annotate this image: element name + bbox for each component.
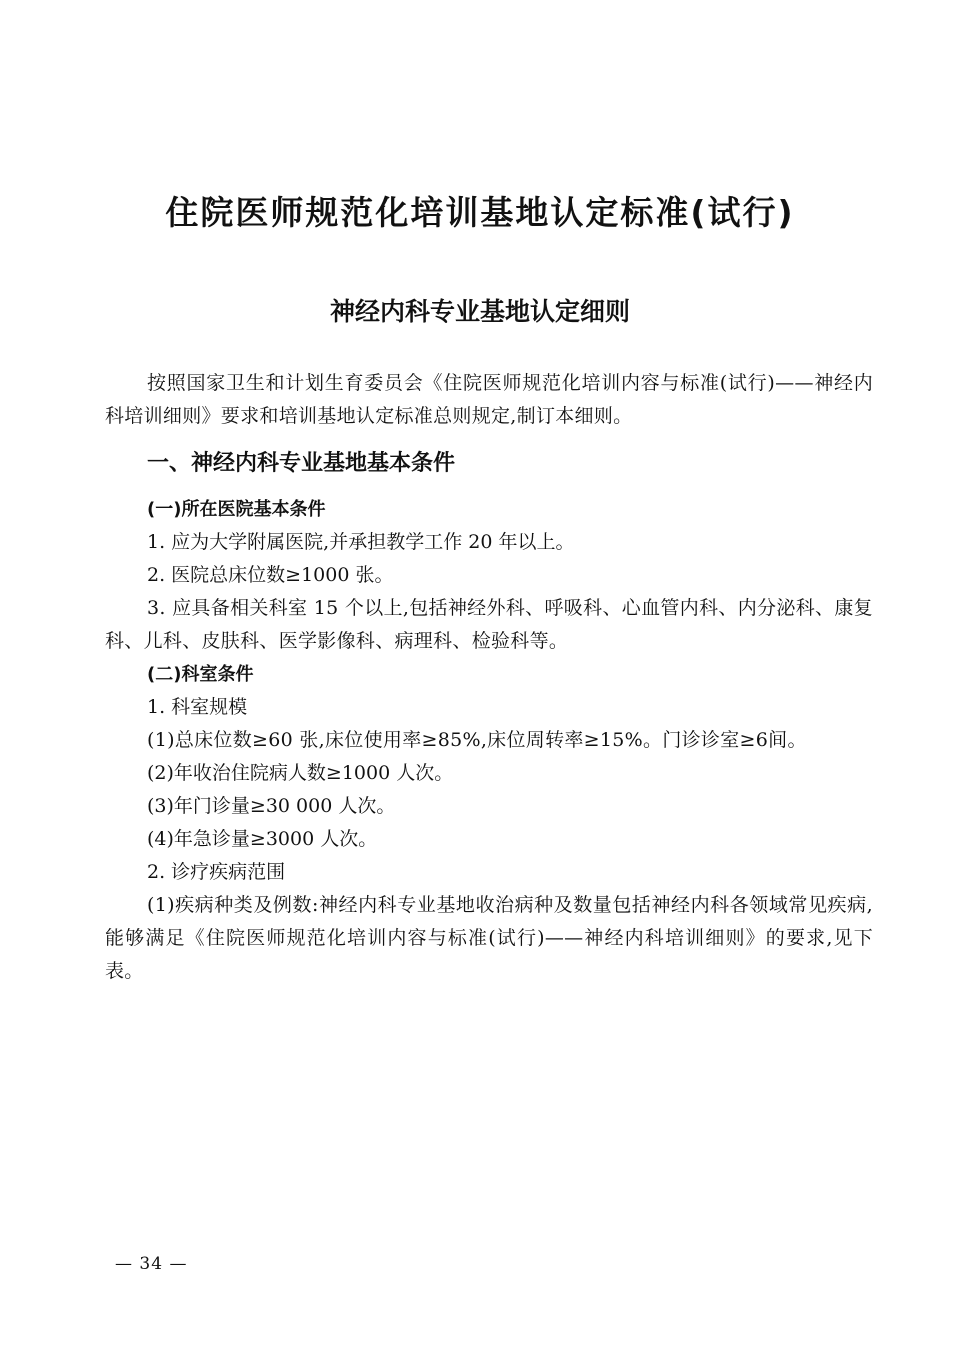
item-heading-disease-scope: 2. 诊疗疾病范围 [147, 861, 286, 883]
document-body [105, 367, 873, 988]
subsection-heading-hospital: (一)所在医院基本条件 [147, 499, 326, 520]
section-heading: 一、神经内科专业基地基本条件 [147, 451, 456, 476]
list-item: 1. 应为大学附属医院,并承担教学工作 20 年以上。 [147, 531, 575, 553]
document-subtitle: 神经内科专业基地认定细则 [329, 297, 630, 326]
list-item: 2. 医院总床位数≥1000 张。 [147, 564, 394, 586]
list-item: (1)疾病种类及例数:神经内科专业基地收治病种及数量包括神经内科各领域常见疾病,能够满足《住院医师规范化培训内容与标准(试行)——神经内科培训细则》的要求,见下表。 [105, 894, 873, 982]
list-item: (2)年收治住院病人数≥1000 人次。 [147, 762, 454, 784]
page-number: — 34 — [115, 1254, 188, 1274]
list-item: (3)年门诊量≥30 000 人次。 [147, 795, 396, 817]
item-heading-scale: 1. 科室规模 [147, 696, 248, 718]
subsection-heading-department: (二)科室条件 [147, 664, 254, 685]
list-item: (1)总床位数≥60 张,床位使用率≥85%,床位周转率≥15%。门诊诊室≥6间。 [147, 729, 807, 751]
list-item: 3. 应具备相关科室 15 个以上,包括神经外科、呼吸科、心血管内科、内分泌科、康复科、儿科、皮肤科、医学影像科、病理科、检验科等。 [105, 597, 873, 652]
intro-paragraph: 按照国家卫生和计划生育委员会《住院医师规范化培训内容与标准(试行)——神经内科培训细则》要求和培训基地认定标准总则规定,制订本细则。 [105, 372, 873, 427]
document-title: 住院医师规范化培训基地认定标准(试行) [165, 193, 795, 232]
list-item: (4)年急诊量≥3000 人次。 [147, 828, 378, 850]
